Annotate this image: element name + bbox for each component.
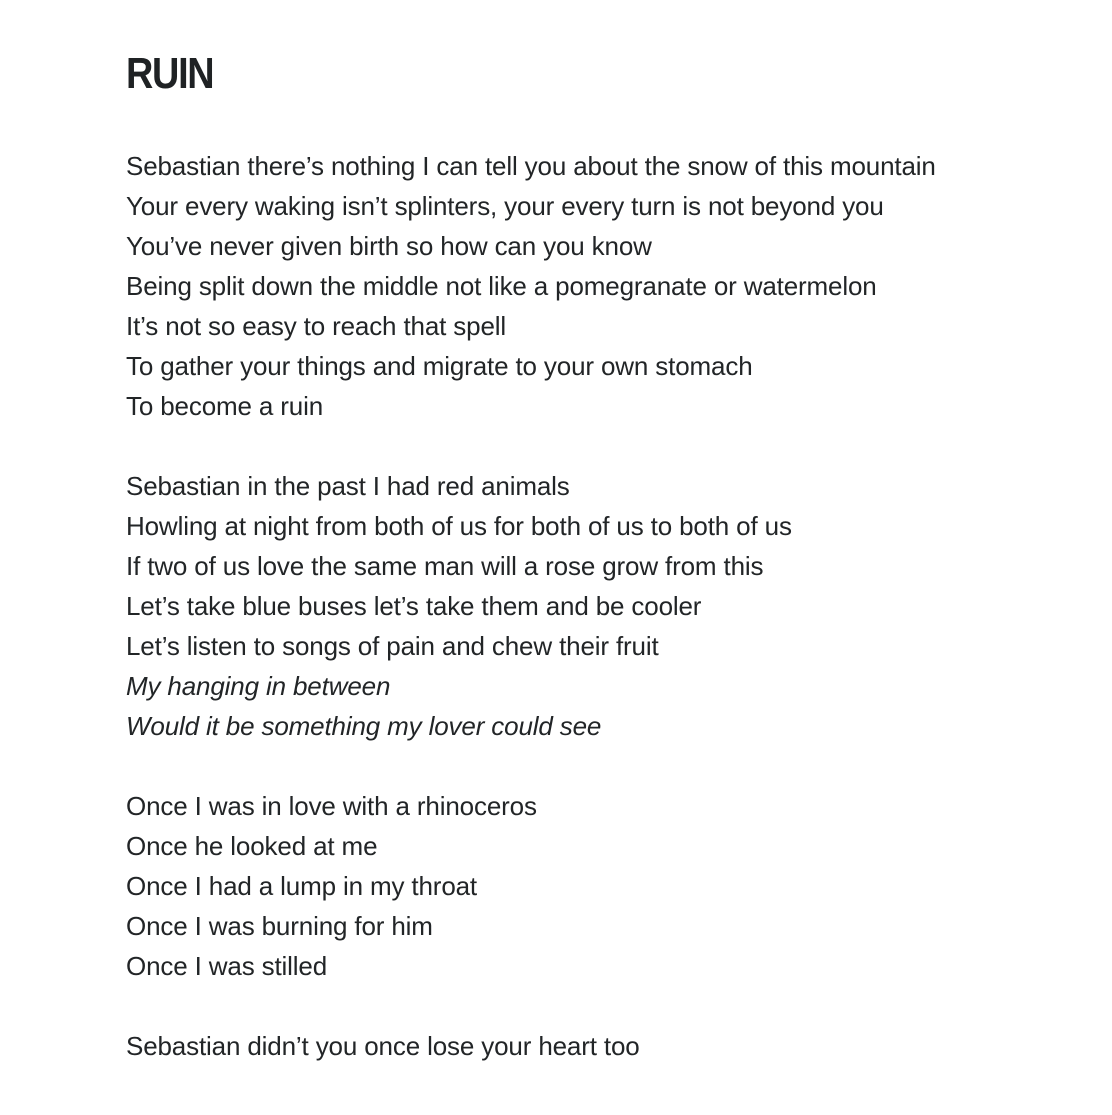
poem-line: Once I was in love with a rhinoceros [126,791,537,821]
stanza-3 [126,786,1072,986]
poem-line: It’s not so easy to reach that spell [126,311,507,341]
poem-line: Once he looked at me [126,831,378,861]
poem-line: Sebastian in the past I had red animals [126,471,570,501]
stanza-2 [126,466,1072,746]
poem-line: You’ve never given birth so how can you know [126,231,652,261]
poem-line: Let’s listen to songs of pain and chew their fruit [126,631,659,661]
poem-line-italic: Would it be something my lover could see [126,711,602,741]
poem-line: Once I had a lump in my throat [126,871,478,901]
poem-page [126,48,1072,1106]
poem-line-italic: My hanging in between [126,671,391,701]
poem-line: To gather your things and migrate to your own stomach [126,351,753,381]
poem-line: Let’s take blue buses let’s take them and be cooler [126,591,702,621]
poem-line: Howling at night from both of us for both of us to both of us [126,511,792,541]
poem-line: To become a ruin [126,391,324,421]
poem-line: Your every waking isn’t splinters, your every turn is not beyond you [126,191,884,221]
poem-line: Once I was burning for him [126,911,433,941]
poem-line: Sebastian didn’t you once lose your heart too [126,1031,640,1061]
poem-title: RUIN [126,49,214,98]
poem-line: If two of us love the same man will a rose grow from this [126,551,764,581]
stanza-1 [126,146,1072,426]
poem-line: Once I was stilled [126,951,328,981]
poem-line: Being split down the middle not like a pomegranate or watermelon [126,271,877,301]
stanza-4 [126,1026,1072,1066]
poem-line: Sebastian there’s nothing I can tell you about the snow of this mountain [126,151,936,181]
